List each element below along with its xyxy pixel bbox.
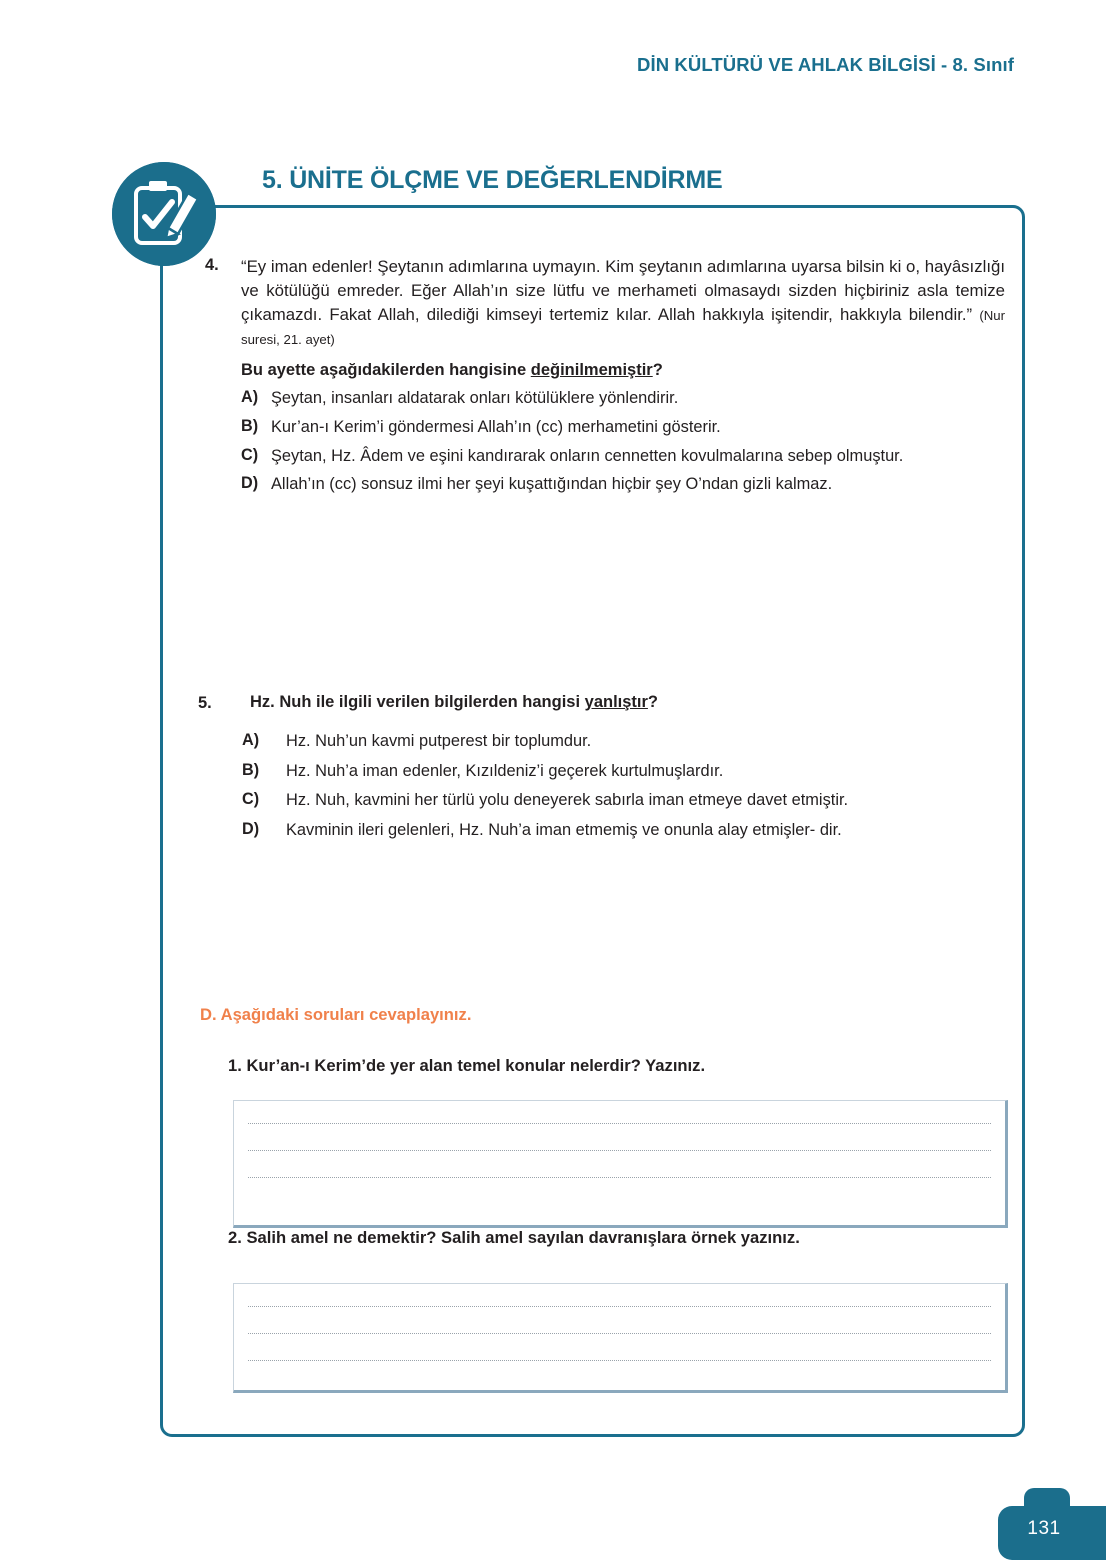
- option-letter: D): [242, 820, 260, 839]
- option-letter: C): [242, 790, 260, 809]
- option-letter: B): [242, 760, 260, 779]
- prompt-post: ?: [647, 693, 659, 711]
- written-question-2: 2. Salih amel ne demektir? Salih amel sayılan davranışlara örnek yazınız.: [228, 1228, 800, 1247]
- page-number: 131: [1027, 1518, 1061, 1539]
- option-text: Hz. Nuh’un kavmi putperest bir toplumdur.: [286, 732, 592, 750]
- option-a[interactable]: [241, 388, 1005, 409]
- question-4: [205, 255, 1005, 503]
- question-number: 4.: [205, 256, 219, 274]
- option-letter: A): [242, 731, 260, 749]
- option-letter: B): [241, 417, 259, 436]
- running-header-title: DİN KÜLTÜRÜ VE AHLAK BİLGİSİ - 8. Sınıf: [637, 54, 1014, 75]
- option-text: Hz. Nuh, kavmini her türlü yolu deneyerek sabırla iman etmeye davet etmiştir.: [286, 791, 849, 810]
- answer-line: [248, 1333, 991, 1334]
- question-prompt: [241, 361, 1005, 380]
- option-b[interactable]: [241, 417, 1005, 438]
- answer-box-1[interactable]: [233, 1100, 1008, 1228]
- option-a[interactable]: [242, 731, 1008, 752]
- option-c[interactable]: [242, 790, 1008, 811]
- answer-line: [248, 1177, 991, 1178]
- question-verse: [241, 255, 1005, 350]
- answer-box-2[interactable]: [233, 1283, 1008, 1393]
- clipboard-check-pencil-icon: [112, 162, 216, 266]
- option-c[interactable]: [241, 446, 1005, 467]
- unit-title: 5. ÜNİTE ÖLÇME VE DEĞERLENDİRME: [262, 166, 723, 194]
- option-text: Allah’ın (cc) sonsuz ilmi her şeyi kuşattığından hiçbir şey O’ndan gizli kalmaz.: [271, 475, 833, 494]
- answer-options: [241, 388, 1005, 495]
- answer-line: [248, 1123, 991, 1124]
- option-text: Hz. Nuh’a iman edenler, Kızıldeniz’i geçerek kurtulmuşlardır.: [286, 761, 724, 780]
- page-number-badge: [998, 1488, 1106, 1560]
- option-letter: C): [241, 445, 259, 464]
- section-d-heading: D. Aşağıdaki soruları cevaplayınız.: [200, 1005, 472, 1024]
- answer-line: [248, 1360, 991, 1361]
- option-text: Kur’an-ı Kerim’i göndermesi Allah’ın (cc) merhametini gösterir.: [271, 418, 721, 437]
- prompt-post: ?: [652, 361, 663, 380]
- prompt-underlined: değinilmemiştir: [530, 361, 653, 380]
- answer-line: [248, 1150, 991, 1151]
- option-d[interactable]: [242, 820, 1008, 841]
- prompt-pre: Bu ayette aşağıdakilerden hangisine: [241, 361, 531, 380]
- written-question-1: 1. Kur’an-ı Kerim’de yer alan temel konular nelerdir? Yazınız.: [228, 1056, 706, 1075]
- unit-badge: [112, 162, 216, 266]
- verse-reference: (Nur suresi, 21. ayet): [241, 307, 1005, 347]
- option-text: Şeytan, Hz. Âdem ve eşini kandırarak onların cennetten kovulmalarına sebep olmuştur.: [271, 446, 904, 465]
- option-text: Şeytan, insanları aldatarak onları kötülüklere yönlendirir.: [271, 389, 679, 408]
- answer-options: [242, 731, 1008, 841]
- question-prompt: [250, 693, 1008, 712]
- option-letter: D): [241, 474, 259, 493]
- prompt-pre: Hz. Nuh ile ilgili verilen bilgilerden hangisi: [250, 693, 585, 711]
- option-text: Kavminin ileri gelenleri, Hz. Nuh’a iman etmemiş ve onunla alay etmişler- dir.: [286, 821, 842, 840]
- question-number: 5.: [198, 694, 212, 712]
- verse-text: “Ey iman edenler! Şeytanın adımlarına uymayın. Kim şeytanın adımlarına uyarsa bilsin ki o, hayâsızlığı ve kötülüğü emreder. Eğer Allah’ın size lütfu ve merhameti olmasaydı sizden hiçbiriniz asla temize çıkamazdı. Fakat Allah, dilediği kimseyi tertemiz kılar. Allah hakkıyla işitendir, hakkıyla bilendir.”: [241, 257, 1005, 324]
- question-5: [198, 693, 1008, 850]
- prompt-underlined: yanlıştır: [584, 693, 648, 711]
- option-b[interactable]: [242, 761, 1008, 782]
- option-d[interactable]: [241, 474, 1005, 495]
- option-letter: A): [241, 388, 259, 407]
- answer-line: [248, 1306, 991, 1307]
